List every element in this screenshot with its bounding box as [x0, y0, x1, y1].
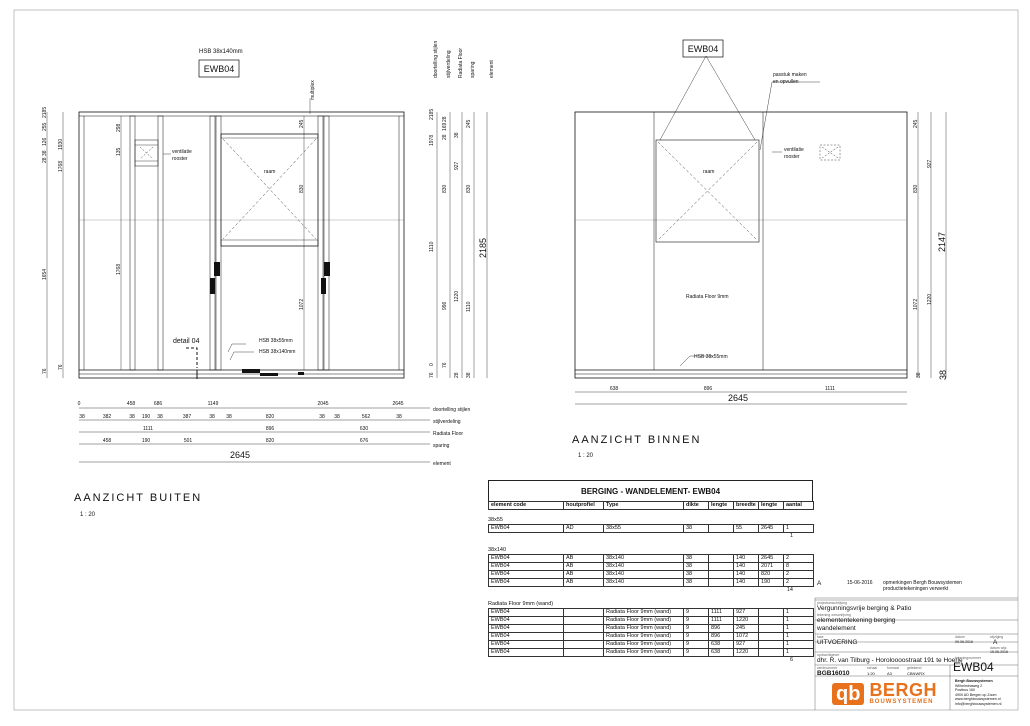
table-cell: 1	[784, 641, 814, 649]
dim: 1768	[116, 263, 122, 275]
bom-groups	[488, 516, 813, 664]
left-leaders	[163, 98, 310, 360]
drawing-value-1: elemententekening berging	[817, 617, 896, 624]
dim: 1111	[142, 426, 154, 432]
dim: 686	[153, 401, 163, 407]
table-cell: 38x140	[604, 571, 684, 579]
table-cell: 1	[784, 525, 814, 533]
dim-total: 2645	[229, 450, 251, 460]
dim: 387	[182, 414, 192, 420]
left-window-label: raam	[264, 169, 276, 175]
row-label: doortelling stijlen	[433, 407, 471, 413]
dim: 458	[126, 401, 136, 407]
date-label: datum	[955, 635, 965, 639]
table-cell: 896	[709, 633, 734, 641]
drawing-label: tekening omschrijving	[817, 613, 851, 617]
col-header: houtprofiel	[564, 502, 604, 510]
right-elevation	[575, 112, 907, 378]
dim: 2185	[429, 108, 435, 120]
dim: 830	[466, 184, 472, 193]
table-cell	[709, 525, 734, 533]
sheet-label: tekeningnummer	[955, 656, 982, 660]
dim: 1654	[42, 268, 48, 280]
rev-label: wijziging	[990, 635, 1004, 639]
dim: 2185	[42, 106, 48, 118]
project-label: projectomschrijving	[817, 601, 847, 605]
bom-group-name: 38x140	[488, 547, 507, 553]
dim: 135	[116, 147, 122, 156]
table-cell: 38	[684, 571, 709, 579]
dim: 896	[265, 426, 275, 432]
table-cell: 38	[684, 555, 709, 563]
dim: 169	[442, 122, 448, 131]
left-view-scale: 1 : 20	[80, 512, 96, 518]
col-header: Type	[604, 502, 684, 510]
table-cell: AB	[564, 579, 604, 587]
detail-label: detail 04	[173, 338, 200, 345]
dim: 38	[454, 132, 460, 138]
dim: 1110	[466, 301, 472, 312]
company-logo	[832, 682, 937, 705]
left-detail-marker	[186, 348, 197, 379]
dim: 0	[429, 363, 435, 366]
table-cell: Radiata Floor 9mm (wand)	[604, 649, 684, 657]
right-view-scale: 1 : 20	[578, 453, 594, 459]
table-cell: 820	[759, 571, 784, 579]
dim: 630	[359, 426, 369, 432]
table-cell: AB	[564, 563, 604, 571]
dim: 830	[442, 184, 448, 193]
dim: 1220	[454, 290, 460, 302]
table-cell	[564, 641, 604, 649]
logo-wordmark	[869, 682, 937, 705]
table-cell: Radiata Floor 9mm (wand)	[604, 625, 684, 633]
table-cell: 1072	[734, 633, 759, 641]
col-header: lengte	[709, 502, 734, 510]
table-cell: 896	[709, 625, 734, 633]
sheet-number: EWB04	[953, 660, 994, 674]
table-cell: 1220	[734, 649, 759, 657]
table-cell: AB	[564, 555, 604, 563]
dim: 830	[299, 184, 305, 193]
table-cell: 55	[734, 525, 759, 533]
dim-total: 2147	[937, 231, 947, 252]
dim: 820	[265, 414, 275, 420]
scale-label: schaal	[867, 666, 878, 670]
table-cell: 1111	[709, 617, 734, 625]
dim: 245	[299, 119, 305, 128]
table-cell: AB	[564, 571, 604, 579]
dim: 28	[442, 134, 448, 140]
table-cell: 9	[684, 625, 709, 633]
col-header: dikte	[684, 502, 709, 510]
table-cell	[564, 617, 604, 625]
table-cell: 1	[784, 649, 814, 657]
format-value: A3	[887, 671, 892, 676]
left-material-note: HSB 38x140mm	[199, 49, 243, 55]
table-cell: 2071	[759, 563, 784, 571]
bom-title: BERGING - WANDELEMENT- EWB04	[488, 480, 813, 501]
scale-value: 1:20	[867, 671, 875, 676]
revision-letter: A	[817, 580, 822, 587]
table-cell: 9	[684, 609, 709, 617]
table-row	[489, 641, 814, 649]
table-cell: 2645	[759, 525, 784, 533]
table-cell: 2645	[759, 555, 784, 563]
dim: 562	[361, 414, 371, 420]
table-cell: EWB04	[489, 609, 564, 617]
dim: 1930	[58, 138, 64, 150]
bom-group-total: 1	[789, 533, 793, 539]
table-cell: Radiata Floor 9mm (wand)	[604, 609, 684, 617]
dim: 76	[42, 368, 48, 374]
note-line-1: passtuk maken	[773, 72, 807, 78]
dim: 927	[927, 159, 933, 168]
project-value: Vergunningsvrije berging & Patio	[817, 605, 912, 612]
vent-label-1: ventilatie	[172, 149, 192, 155]
rev-value: A	[993, 639, 998, 646]
bom-group-total: 14	[786, 587, 793, 593]
bom-group-table	[488, 524, 814, 533]
multiplex-label: multiplex	[310, 80, 316, 100]
dim: 830	[913, 184, 919, 193]
table-cell: AD	[564, 525, 604, 533]
note-line-2: en opvullen	[773, 79, 799, 85]
table-cell: 245	[734, 625, 759, 633]
dim: 38	[938, 369, 948, 380]
table-cell: 140	[734, 571, 759, 579]
dim: 38	[42, 150, 48, 156]
table-cell	[709, 555, 734, 563]
table-cell: 638	[709, 641, 734, 649]
logo-mark-icon: qb	[832, 683, 864, 705]
bom-group-name: 38x55	[488, 517, 503, 523]
row-label: sparing	[433, 443, 450, 449]
dim: 820	[265, 438, 275, 444]
table-cell: EWB04	[489, 525, 564, 533]
company-address	[955, 679, 1001, 707]
bom-group-table	[488, 554, 814, 587]
table-cell: 1	[784, 633, 814, 641]
panel-label: Radiata Floor 9mm	[686, 294, 729, 300]
table-row	[489, 571, 814, 579]
dim: 458	[102, 438, 112, 444]
table-cell: 140	[734, 579, 759, 587]
right-leaders	[660, 56, 820, 366]
address-line: Postbus 160	[955, 688, 975, 693]
dim: 382	[102, 414, 112, 420]
dim: 190	[141, 414, 151, 420]
right-vent-label-2: rooster	[784, 154, 800, 160]
left-vertical-dims	[42, 107, 305, 374]
hsb140-label: HSB 38x140mm	[259, 349, 296, 355]
dim: 996	[442, 301, 448, 310]
table-cell: 38	[684, 525, 709, 533]
dim: 298	[116, 123, 122, 132]
table-cell	[759, 625, 784, 633]
table-row	[489, 563, 814, 571]
dim: 76	[442, 362, 448, 368]
dim: 38	[129, 414, 135, 420]
table-cell: EWB04	[489, 641, 564, 649]
date2-label: datum wijz.	[990, 646, 1008, 650]
address-line: www.berghbouwsystemen.nl	[955, 697, 1001, 702]
dim: 28	[42, 157, 48, 163]
bom-header-table	[488, 501, 814, 510]
vent-label-2: rooster	[172, 156, 188, 162]
table-cell: 927	[734, 609, 759, 617]
project-number-value: BGB16010	[817, 670, 850, 677]
bom-header-row	[489, 502, 814, 510]
header: element	[489, 60, 495, 78]
table-cell: EWB04	[489, 617, 564, 625]
dim: 38	[334, 414, 340, 420]
date2-value: 15-06-2016	[990, 650, 1008, 654]
dim: 38	[157, 414, 163, 420]
bom-group-name: Radiata Floor 9mm (wand)	[488, 601, 554, 607]
table-cell: 38x140	[604, 555, 684, 563]
table-cell: 1	[784, 625, 814, 633]
dim: 28	[454, 372, 460, 378]
table-cell: 927	[734, 641, 759, 649]
right-wall-outline	[575, 112, 907, 378]
drawing-value-2: wandelement	[817, 625, 856, 632]
dim: 1072	[913, 298, 919, 310]
table-cell: 190	[759, 579, 784, 587]
bom-group-table	[488, 608, 814, 657]
table-cell	[564, 609, 604, 617]
dim: 38	[79, 414, 85, 420]
table-cell: 38	[684, 563, 709, 571]
table-cell: EWB04	[489, 649, 564, 657]
table-cell: 1	[784, 609, 814, 617]
table-cell: EWB04	[489, 571, 564, 579]
table-cell: 9	[684, 633, 709, 641]
client-value: dhr. R. van Tilburg - Horoloooostraat 191 te Hoerle	[817, 657, 963, 664]
dim: 1110	[429, 241, 435, 252]
dim: 501	[183, 438, 193, 444]
table-row	[489, 525, 814, 533]
header: stijlverdeling	[446, 50, 452, 78]
right-window-label: raam	[703, 169, 715, 175]
dim: 38	[209, 414, 215, 420]
table-cell	[709, 563, 734, 571]
table-cell: Radiata Floor 9mm (wand)	[604, 633, 684, 641]
dim-total: 2185	[478, 237, 488, 258]
left-wall-outline	[79, 112, 404, 378]
table-cell: 8	[784, 563, 814, 571]
table-cell: 38x140	[604, 579, 684, 587]
row-label: Radiata Floor	[433, 431, 464, 437]
dim: 38	[226, 414, 232, 420]
logo-name: BERGH	[869, 680, 937, 700]
dim: 76	[58, 364, 64, 370]
table-cell: 140	[734, 563, 759, 571]
row-label: stijlverdeling	[433, 419, 461, 425]
table-cell	[759, 633, 784, 641]
left-mark: EWB04	[203, 64, 235, 74]
table-cell	[759, 609, 784, 617]
dim: 2645	[392, 401, 404, 407]
dim: 245	[466, 119, 472, 128]
col-header: lengte	[759, 502, 784, 510]
logo-subtitle: BOUWSYSTEMEN	[869, 699, 934, 705]
table-cell: 2	[784, 555, 814, 563]
header: Radiata Floor	[458, 47, 464, 78]
dim: 1111	[824, 386, 836, 392]
dim: 1768	[58, 160, 64, 172]
table-cell: 638	[709, 649, 734, 657]
dim: 190	[141, 438, 151, 444]
table-cell	[759, 617, 784, 625]
drawn-label: getekend	[907, 666, 922, 670]
right-hsb-label: HSB 38x55mm	[694, 354, 728, 360]
col-header: element code	[489, 502, 564, 510]
revision-note-1: opmerkingen Bergh Bouwsystemen	[883, 580, 962, 586]
table-row	[489, 633, 814, 641]
address-line: info@berghbouwsystemen.nl	[955, 701, 1002, 706]
drawn-value: CBNWRX	[907, 671, 925, 676]
dim: 1220	[927, 293, 933, 305]
dim: 1978	[429, 134, 435, 146]
dim: 28	[442, 116, 448, 122]
table-cell	[709, 571, 734, 579]
table-cell: 38	[684, 579, 709, 587]
right-view-title: AANZICHT BINNEN	[572, 434, 702, 446]
table-cell: Radiata Floor 9mm (wand)	[604, 641, 684, 649]
dim-total: 2645	[727, 393, 749, 403]
dim: 38	[916, 372, 922, 378]
right-vent-label-1: ventilatie	[784, 147, 804, 153]
table-cell	[709, 579, 734, 587]
dim: 638	[609, 386, 619, 392]
revision-note-2: productietekeningen verwerkt	[883, 586, 949, 592]
dim: 1149	[207, 401, 219, 407]
table-cell: EWB04	[489, 563, 564, 571]
table-row	[489, 625, 814, 633]
address-line: 4900 AD Bergen op Zoom	[955, 692, 997, 697]
table-cell	[564, 649, 604, 657]
dim: 0	[77, 401, 81, 407]
dim: 255	[42, 122, 48, 131]
table-row	[489, 617, 814, 625]
bill-of-materials	[488, 480, 813, 664]
dim: 2045	[317, 401, 329, 407]
table-cell: 9	[684, 649, 709, 657]
table-cell: 1	[784, 617, 814, 625]
row-label: element	[433, 461, 451, 467]
table-cell: 38x140	[604, 563, 684, 571]
left-hardware	[210, 262, 330, 376]
table-cell: EWB04	[489, 555, 564, 563]
dim: 245	[913, 119, 919, 128]
dim: 1072	[299, 298, 305, 310]
table-row	[489, 649, 814, 657]
right-column-dims	[429, 109, 488, 378]
table-cell: 2	[784, 571, 814, 579]
table-row	[489, 609, 814, 617]
right-column-headers	[433, 41, 495, 78]
left-bottom-dims	[78, 401, 471, 467]
table-cell: EWB04	[489, 579, 564, 587]
right-mark: EWB04	[687, 44, 719, 54]
dim: 76	[429, 372, 435, 378]
col-header: aantal	[784, 502, 814, 510]
table-cell: EWB04	[489, 625, 564, 633]
bom-group-total: 6	[789, 657, 793, 663]
hsb55-label: HSB 38x55mm	[259, 338, 293, 344]
table-cell: 2	[784, 579, 814, 587]
table-cell: Radiata Floor 9mm (wand)	[604, 617, 684, 625]
table-cell: 140	[734, 555, 759, 563]
table-cell: EWB04	[489, 633, 564, 641]
phase-value: UITVOERING	[817, 639, 858, 646]
dim: 38	[396, 414, 402, 420]
address-line: Wilhelminaweg 2	[955, 683, 983, 688]
date-value: 09-06-2016	[955, 640, 973, 644]
left-elevation	[79, 112, 404, 378]
table-cell: 38x55	[604, 525, 684, 533]
dim: 38	[319, 414, 325, 420]
dim: 676	[359, 438, 369, 444]
dim: 896	[703, 386, 713, 392]
table-cell: 9	[684, 617, 709, 625]
project-number-label: werknummer	[817, 666, 838, 670]
col-header: breedte	[734, 502, 759, 510]
table-cell: 9	[684, 641, 709, 649]
dim: 126	[42, 137, 48, 146]
dim: 927	[454, 161, 460, 170]
table-row	[489, 579, 814, 587]
table-cell: 1111	[709, 609, 734, 617]
client-label: opdrachtgever	[817, 653, 840, 657]
right-dim-lines	[575, 112, 946, 404]
right-vertical-dims	[610, 119, 948, 403]
header: sparing	[470, 61, 476, 78]
table-cell: 1220	[734, 617, 759, 625]
table-cell	[564, 633, 604, 641]
table-row	[489, 555, 814, 563]
revision-date: 15-06-2016	[847, 580, 873, 586]
dim: 38	[466, 372, 472, 378]
address-line: Bergh Bouwsystemen	[955, 679, 993, 683]
table-cell	[759, 641, 784, 649]
phase-label: fase	[817, 635, 824, 639]
table-cell	[564, 625, 604, 633]
left-view-title: AANZICHT BUITEN	[74, 492, 203, 504]
table-cell	[759, 649, 784, 657]
format-label: formaat	[887, 666, 899, 670]
header: doortelling stijlen	[433, 40, 439, 78]
